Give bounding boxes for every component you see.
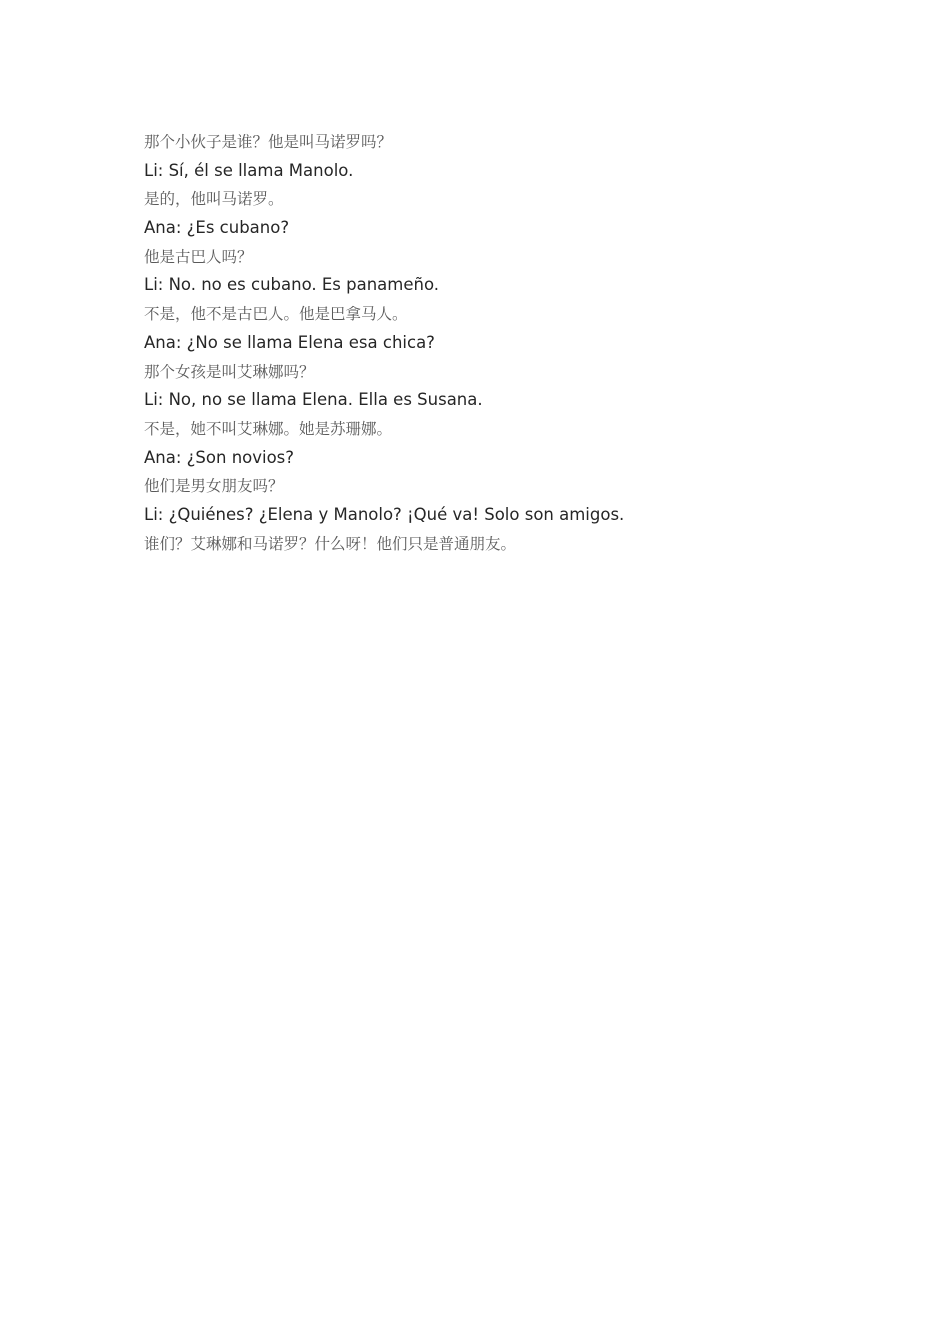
translation-line-5: 他是古巴人吗？ <box>144 247 253 266</box>
dialogue-line-6: Li: No. no es cubano. Es panameño. <box>144 275 440 295</box>
translation-line-9: 那个女孩是叫艾琳娜吗？ <box>144 362 315 381</box>
dialogue-text <box>144 128 904 558</box>
dialogue-line-12: Ana: ¿Son novios? <box>144 447 295 467</box>
translation-line-3: 是的，他叫马诺罗。 <box>144 190 284 209</box>
dialogue-line-8: Ana: ¿No se llama Elena esa chica? <box>144 332 435 352</box>
dialogue-line-4: Ana: ¿Es cubano? <box>144 218 290 238</box>
translation-line-11: 不是，她不叫艾琳娜。她是苏珊娜。 <box>144 419 393 438</box>
translation-line-15: 谁们？艾琳娜和马诺罗？什么呀！他们只是普通朋友。 <box>144 534 517 553</box>
dialogue-line-10: Li: No, no se llama Elena. Ella es Susana. <box>144 390 483 410</box>
translation-line-7: 不是，他不是古巴人。他是巴拿马人。 <box>144 305 408 324</box>
translation-line-1: 那个小伙子是谁？他是叫马诺罗吗？ <box>144 133 393 151</box>
translation-line-13: 他们是男女朋友吗？ <box>144 477 284 496</box>
dialogue-line-2: Li: Sí, él se llama Manolo. <box>144 160 354 180</box>
dialogue-line-14: Li: ¿Quiénes? ¿Elena y Manolo? ¡Qué va! Solo son amigos. <box>144 504 625 524</box>
